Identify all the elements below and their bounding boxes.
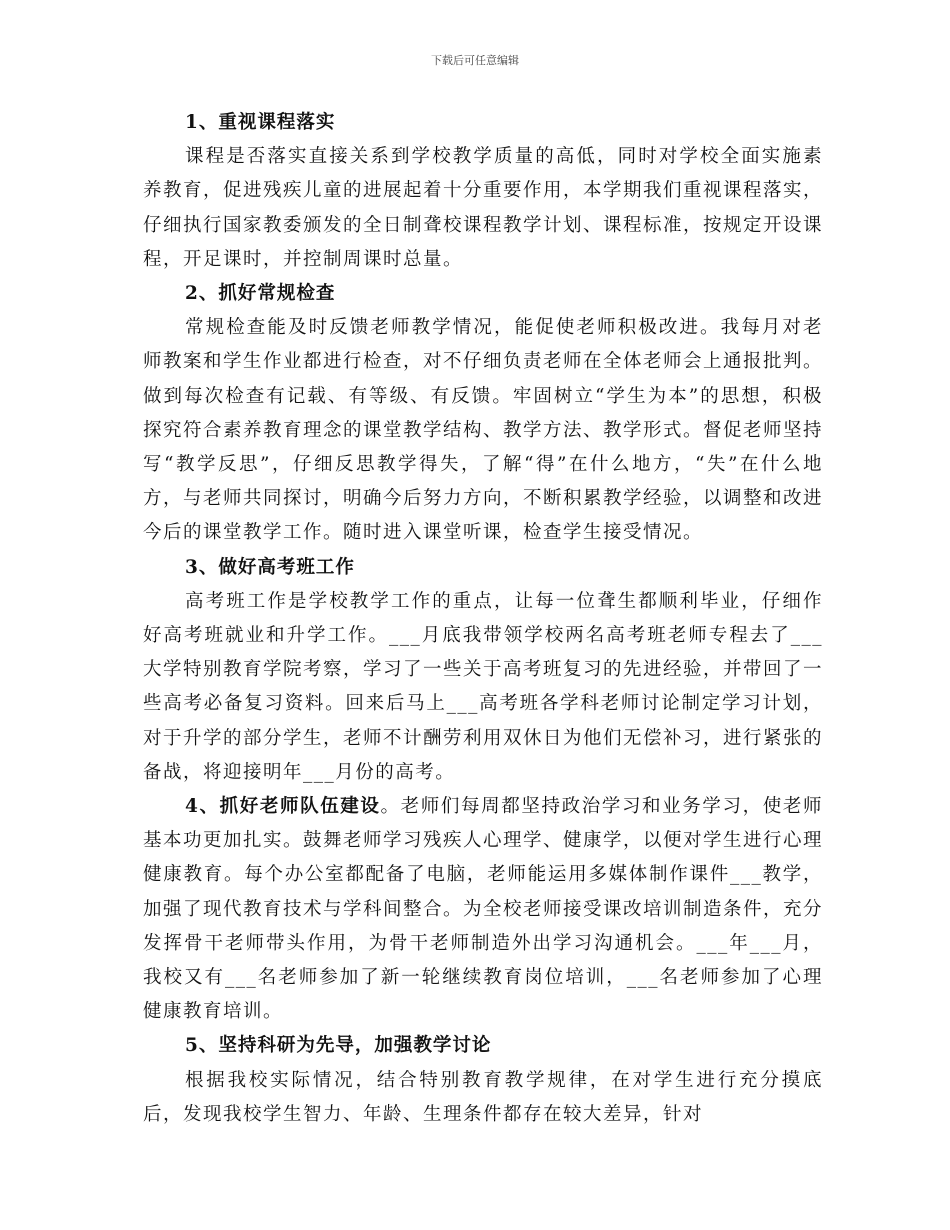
section-paragraph: 根据我校实际情况，结合特别教育教学规律，在对学生进行充分摸底后，发现我校学生智力、年龄、生理条件都存在较大差异，针对 bbox=[143, 1069, 823, 1125]
section-heading-inline: 4、抓好老师队伍建设 bbox=[185, 796, 381, 818]
section-heading: 2、抓好常规检查 bbox=[185, 283, 336, 305]
section-paragraph bbox=[143, 790, 823, 1029]
section-heading: 3、做好高考班工作 bbox=[185, 556, 355, 578]
section-paragraph: 高考班工作是学校教学工作的重点，让每一位聋生都顺利毕业，仔细作好高考班就业和升学工作。___月底我带领学校两名高考班老师专程去了___大学特别教育学院考察，学习了一些关于高考班复习的先进经验，并带回了一些高考必备复习资料。回来后马上___高考班各学科老师讨论制定学习计划，对于升学的部分学生，老师不计酬劳利用双休日为他们无偿补习，进行紧张的备战，将迎接明年___月份的高考。 bbox=[143, 590, 824, 783]
section-body-inline: 。老师们每周都坚持政治学习和业务学习，使老师基本功更加扎实。鼓舞老师学习残疾人心理学、健康学，以便对学生进行心理健康教育。每个办公室都配备了电脑，老师能运用多媒体制作课件___教学，加强了现代教育技术与学科间整合。为全校老师接受课改培训制造条件，充分发挥骨干老师带头作用，为骨干老师制造外出学习沟通机会。___年___月，我校又有___名老师参加了新一轮继续教育岗位培训，___名老师参加了心理健康教育培训。 bbox=[143, 796, 824, 1023]
page-header: 下载后可任意编辑 bbox=[431, 54, 519, 67]
section-paragraph: 常规检查能及时反馈老师教学情况，能促使老师积极改进。我每月对老师教案和学生作业都进行检查，对不仔细负责老师在全体老师会上通报批判。做到每次检查有记载、有等级、有反馈。牢固树立“学生为本”的思想，积极探究符合素养教育理念的课堂教学结构、教学方法、教学形式。督促老师坚持写“教学反思”，仔细反思教学得失，了解“得”在什么地方，“失”在什么地方，与老师共同探讨，明确今后努力方向，不断积累教学经验，以调整和改进今后的课堂教学工作。随时进入课堂听课，检查学生接受情况。 bbox=[143, 317, 824, 544]
section-heading: 5、坚持科研为先导，加强教学讨论 bbox=[185, 1035, 492, 1057]
section-paragraph: 课程是否落实直接关系到学校教学质量的高低，同时对学校全面实施素养教育，促进残疾儿童的进展起着十分重要作用，本学期我们重视课程落实，仔细执行国家教委颁发的全日制聋校课程教学计划、课程标准，按规定开设课程，开足课时，并控制周课时总量。 bbox=[143, 146, 824, 270]
document-body bbox=[143, 106, 823, 1132]
section-heading: 1、重视课程落实 bbox=[185, 112, 336, 133]
